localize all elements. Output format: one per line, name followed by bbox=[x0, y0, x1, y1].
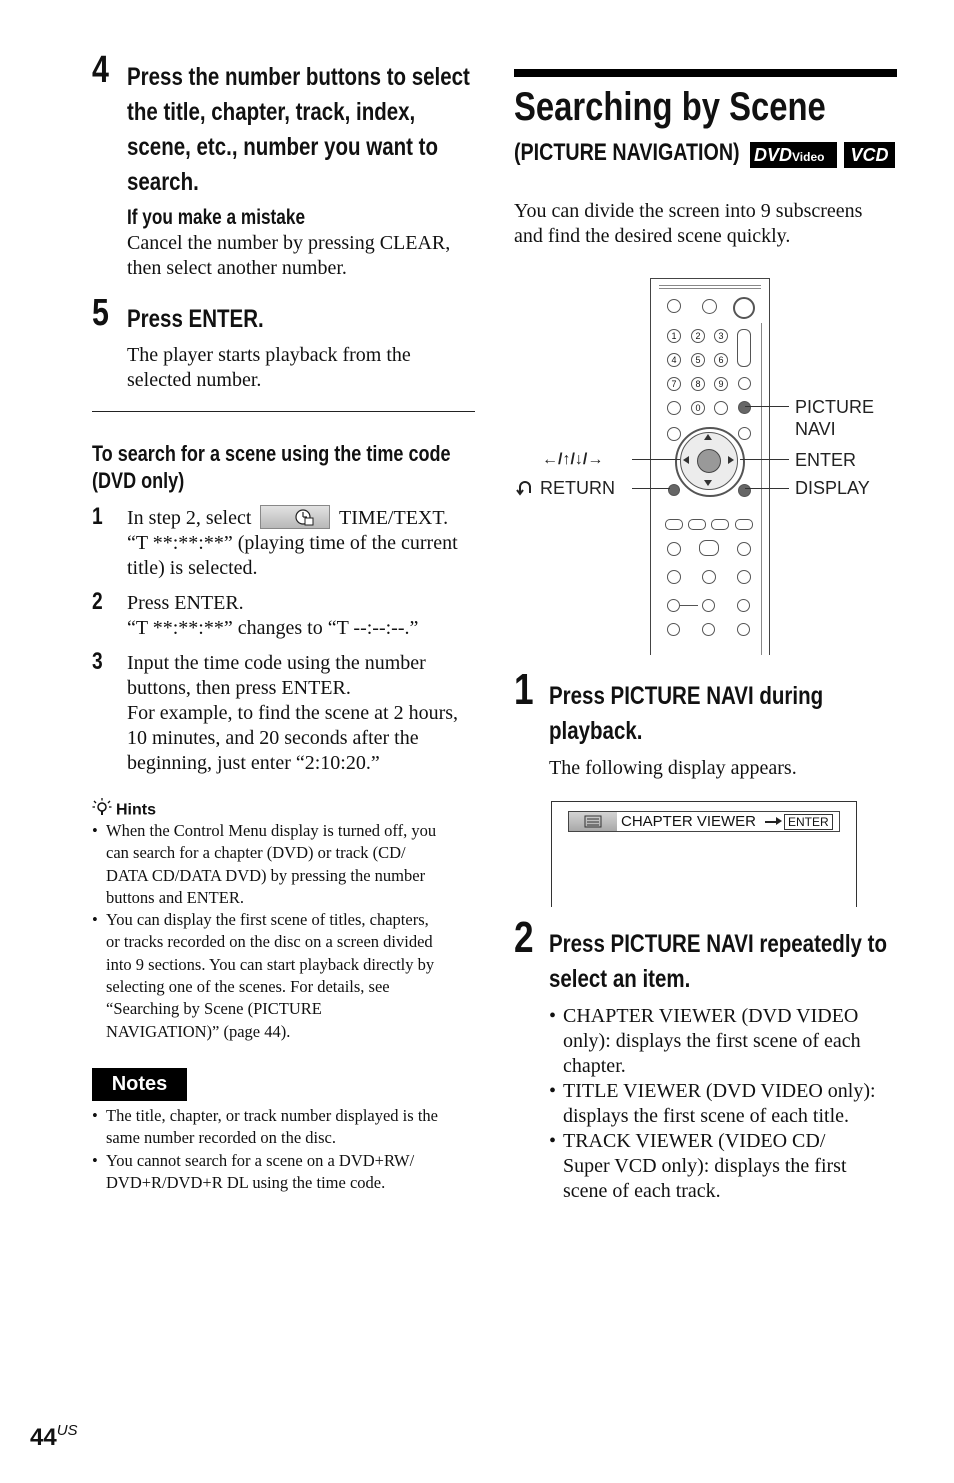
remote-button bbox=[738, 377, 751, 390]
callout-line-display bbox=[745, 488, 789, 489]
tc-step-3-text: Input the time code using the number buttons, then press ENTER. For example, to find the scene at 2 hours, 10 minutes, and 20 seconds after the beginning, just enter “2:10:20.” bbox=[127, 652, 459, 774]
pause-button-icon bbox=[702, 570, 716, 584]
notes-list bbox=[92, 1105, 477, 1194]
fast-forward-button-icon bbox=[737, 542, 751, 556]
step-2-number: 2 bbox=[514, 913, 534, 962]
power-button-icon bbox=[733, 297, 755, 319]
step-1-body: The following display appears. bbox=[549, 757, 797, 779]
remote-button bbox=[737, 623, 750, 636]
callout-line-enter bbox=[740, 459, 789, 460]
remote-button bbox=[667, 570, 681, 584]
callout-line-picture-navi bbox=[745, 406, 789, 407]
number-key-5: 5 bbox=[691, 353, 705, 367]
prev-button-icon bbox=[665, 519, 683, 530]
remote-button bbox=[667, 599, 680, 612]
chapter-viewer-text: CHAPTER VIEWER bbox=[621, 813, 757, 830]
hint-item: • When the Control Menu display is turned off, you can search for a chapter (DVD) or track (CD/ DATA CD/DATA DVD) by pressing the number buttons and ENTER. bbox=[92, 820, 477, 909]
stop-button-icon bbox=[737, 570, 751, 584]
bullet-item: • TRACK VIEWER (VIDEO CD/ Super VCD only): displays the first scene of each track. bbox=[549, 1129, 899, 1204]
tc-step-1-text: In step 2, select TIME/TEXT. “T **:**:**” (playing time of the current title) is selected. bbox=[127, 507, 458, 580]
remote-side-edge bbox=[761, 323, 764, 655]
rewind-button-icon bbox=[667, 542, 681, 556]
time-text-icon bbox=[260, 505, 330, 529]
step-1-number: 1 bbox=[514, 665, 534, 714]
replay-button-icon bbox=[688, 519, 706, 530]
remote-button bbox=[667, 401, 681, 415]
label-return: RETURN bbox=[516, 477, 615, 502]
remote-button bbox=[667, 427, 681, 441]
callout-line-return bbox=[632, 488, 670, 489]
step-5-body: The player starts playback from the selected number. bbox=[127, 344, 411, 391]
number-key-0: 0 bbox=[691, 401, 705, 415]
arrow-head-icon bbox=[776, 817, 782, 825]
timecode-heading: To search for a scene using the time code (DVD only) bbox=[92, 441, 451, 493]
page-subtitle: (PICTURE NAVIGATION) bbox=[514, 139, 740, 166]
number-key-1: 1 bbox=[667, 329, 681, 343]
return-icon bbox=[516, 479, 540, 502]
vcd-badge: VCD bbox=[844, 142, 895, 168]
remote-top-edge bbox=[659, 285, 761, 289]
page-title: Searching by Scene bbox=[514, 85, 826, 129]
tc-step-2-text: Press ENTER. “T **:**:**” changes to “T --:--:--.” bbox=[127, 592, 419, 639]
note-item: • You cannot search for a scene on a DVD+RW/ DVD+R/DVD+R DL using the time code. bbox=[92, 1150, 477, 1195]
return-button bbox=[668, 484, 680, 496]
arrow-down-icon bbox=[704, 480, 712, 486]
remote-button bbox=[702, 299, 717, 314]
remote-button bbox=[702, 599, 715, 612]
label-arrows: ←/↑/↓/→ bbox=[542, 451, 604, 468]
remote-button bbox=[738, 427, 751, 440]
chapter-viewer-bar bbox=[568, 811, 840, 832]
callout-line-arrows bbox=[632, 459, 680, 460]
arrow-right-icon bbox=[728, 456, 734, 464]
play-button-icon bbox=[699, 540, 719, 556]
connector-line bbox=[680, 605, 698, 606]
step-2-title: Press PICTURE NAVI repeatedly to select an item. bbox=[549, 930, 887, 993]
section-divider bbox=[92, 411, 475, 412]
volume-rocker-icon bbox=[737, 329, 751, 367]
number-key-3: 3 bbox=[714, 329, 728, 343]
section-rule bbox=[514, 69, 897, 77]
label-picture-navi: PICTURE NAVI bbox=[795, 397, 875, 439]
label-enter: ENTER bbox=[795, 450, 857, 470]
notes-heading: Notes bbox=[92, 1068, 187, 1101]
number-key-9: 9 bbox=[714, 377, 728, 391]
number-key-7: 7 bbox=[667, 377, 681, 391]
label-display: DISPLAY bbox=[795, 478, 870, 498]
hints-list bbox=[92, 820, 477, 1043]
next-button-icon bbox=[735, 519, 753, 530]
display-screen bbox=[551, 801, 857, 907]
hint-item: • You can display the first scene of titles, chapters, or tracks recorded on the disc on a screen divided into 9 sections. You can start playback directly by selecting one of the scenes. For details, see “Searching by Scene (PICTURE NAVIGATION)” (page 44). bbox=[92, 909, 477, 1043]
step-5-title: Press ENTER. bbox=[127, 305, 264, 333]
bullet-item: • TITLE VIEWER (DVD VIDEO only): displays the first scene of each title. bbox=[549, 1079, 899, 1129]
enter-key-label: ENTER bbox=[784, 814, 833, 830]
remote-button bbox=[667, 623, 680, 636]
picture-navi-button bbox=[738, 401, 751, 414]
dvd-video-badge: DVDVideo bbox=[750, 142, 837, 168]
step-1-title: Press PICTURE NAVI during playback. bbox=[549, 682, 824, 745]
enter-button bbox=[697, 449, 721, 473]
note-item: • The title, chapter, or track number displayed is the same number recorded on the disc. bbox=[92, 1105, 477, 1150]
remote-control-illustration bbox=[650, 278, 770, 655]
intro-text: You can divide the screen into 9 subscreens and find the desired scene quickly. bbox=[514, 200, 863, 247]
remote-button bbox=[702, 623, 715, 636]
step-2-bullets bbox=[549, 1004, 899, 1204]
tc-step-3-number: 3 bbox=[92, 648, 103, 675]
number-key-2: 2 bbox=[691, 329, 705, 343]
number-key-6: 6 bbox=[714, 353, 728, 367]
bullet-item: • CHAPTER VIEWER (DVD VIDEO only): displays the first scene of each chapter. bbox=[549, 1004, 899, 1079]
display-button bbox=[738, 484, 751, 497]
step-4-number: 4 bbox=[92, 49, 109, 91]
mistake-heading: If you make a mistake bbox=[127, 206, 306, 229]
eject-button-icon bbox=[667, 299, 681, 313]
menu-icon bbox=[569, 812, 617, 831]
number-key-4: 4 bbox=[667, 353, 681, 367]
hints-heading: Hints bbox=[92, 797, 156, 824]
number-key-8: 8 bbox=[691, 377, 705, 391]
mistake-text: Cancel the number by pressing CLEAR, then select another number. bbox=[127, 232, 451, 279]
advance-button-icon bbox=[711, 519, 729, 530]
remote-button bbox=[737, 599, 750, 612]
page-number: 44US bbox=[30, 1422, 78, 1451]
tc-step-1-number: 1 bbox=[92, 503, 103, 530]
step-5-number: 5 bbox=[92, 292, 109, 334]
arrow-up-icon bbox=[704, 434, 712, 440]
remote-button bbox=[714, 401, 728, 415]
step-4-title: Press the number buttons to select the title, chapter, track, index, scene, etc., number you want to search. bbox=[127, 63, 470, 196]
arrow-left-icon bbox=[683, 456, 689, 464]
tc-step-2-number: 2 bbox=[92, 588, 103, 615]
